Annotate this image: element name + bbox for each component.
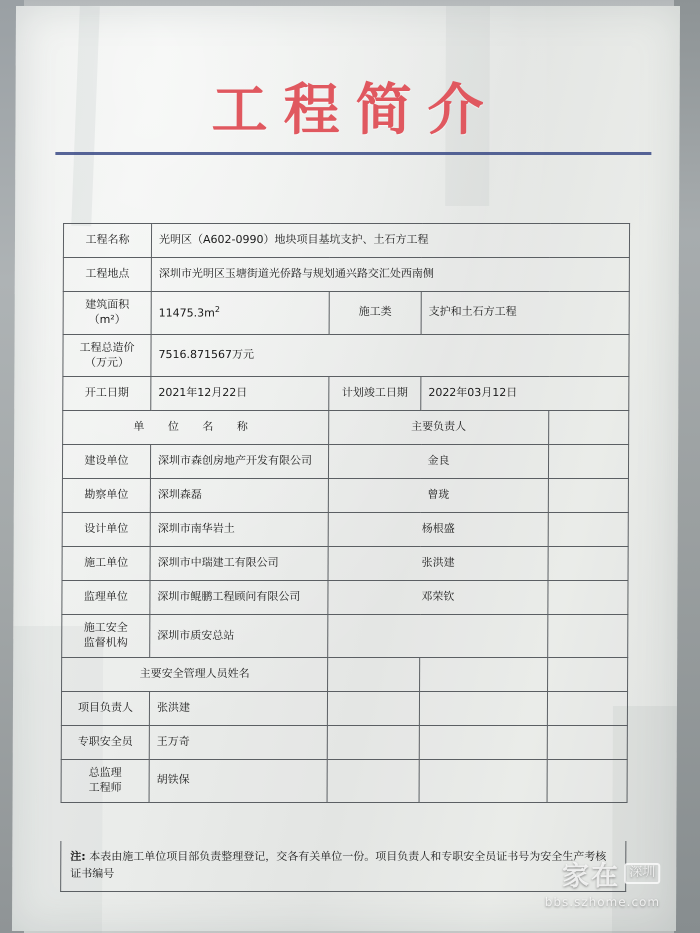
- footnote-text: 本表由施工单位项目部负责整理登记，交各有关单位一份。项目负责人和专职安全员证书号为安全生产考核证书编号: [70, 850, 607, 881]
- building-area-value: $11475.3m^2$: [151, 292, 329, 335]
- row-spacer-cell: [548, 615, 628, 658]
- table-row: [62, 479, 628, 513]
- contractor-unit-name: 深圳市中瑞建工有限公司: [150, 547, 328, 581]
- planned-end-date-label: 计划竣工日期: [329, 377, 421, 411]
- row-spacer-cell: [548, 581, 628, 615]
- row-spacer-cell: [547, 726, 627, 760]
- safety-supervision-org-principal: [328, 615, 548, 658]
- row-spacer-cell: [419, 726, 547, 760]
- project-location-value: 深圳市光明区玉塘街道光侨路与规划通兴路交汇处西南侧: [151, 258, 629, 292]
- supervision-unit-name: 深圳市鲲鹏工程顾问有限公司: [150, 581, 328, 615]
- survey-unit-label: 勘察单位: [62, 479, 150, 513]
- footnote-prefix: 注:: [70, 850, 86, 863]
- safety-personnel-header: 主要安全管理人员姓名: [62, 658, 328, 692]
- watermark-url: bbs.szhome.com: [544, 895, 661, 909]
- row-spacer-cell: [547, 760, 627, 803]
- project-manager-label: 项目负责人: [61, 692, 149, 726]
- supervision-unit-label: 监理单位: [62, 581, 150, 615]
- building-area-label: 建筑面积 （m²）: [63, 292, 151, 335]
- start-date-value: 2021年12月22日: [151, 377, 329, 411]
- design-unit-name: 深圳市南华岩土: [150, 513, 328, 547]
- total-cost-label: 工程总造价 （万元）: [63, 334, 151, 377]
- header-spacer-cell: [549, 411, 629, 445]
- start-date-label: 开工日期: [63, 377, 151, 411]
- table-row: [61, 726, 627, 760]
- row-spacer-cell: [327, 726, 419, 760]
- project-manager-name: 张洪建: [149, 692, 327, 726]
- project-location-label: 工程地点: [63, 258, 151, 292]
- safety-officer-name: 王万奇: [149, 726, 327, 760]
- table-row: [62, 445, 628, 479]
- contractor-unit-principal: 张洪建: [328, 547, 548, 581]
- table-row: [63, 292, 629, 335]
- project-name-value: 光明区（A602-0990）地块项目基坑支护、土石方工程: [151, 224, 629, 258]
- row-spacer-cell: [548, 658, 628, 692]
- table-row: [62, 615, 628, 658]
- safety-officer-label: 专职安全员: [61, 726, 149, 760]
- chief-supervisor-name: 胡铁保: [149, 760, 327, 803]
- row-spacer-cell: [548, 479, 628, 513]
- table-row: [63, 224, 629, 258]
- information-board: [12, 6, 680, 931]
- project-info-table: [61, 223, 631, 803]
- table-row: [61, 760, 627, 803]
- planned-end-date-value: 2022年03月12日: [421, 377, 629, 411]
- principal-header: 主要负责人: [329, 411, 549, 445]
- row-spacer-cell: [548, 547, 628, 581]
- watermark-badge: 深圳: [624, 863, 660, 883]
- chief-supervisor-label: 总监理 工程师: [61, 760, 149, 803]
- row-spacer-cell: [327, 692, 419, 726]
- row-spacer-cell: [548, 445, 628, 479]
- construction-type-label: 施工类: [329, 292, 421, 335]
- title-divider: [55, 152, 651, 155]
- page-title: 工程简介: [211, 78, 500, 143]
- row-spacer-cell: [547, 692, 627, 726]
- supervision-unit-principal: 邓荣钦: [328, 581, 548, 615]
- row-spacer-cell: [327, 760, 419, 803]
- safety-supervision-org-label: 施工安全 监督机构: [62, 615, 150, 658]
- row-spacer-cell: [328, 658, 420, 692]
- survey-unit-name: 深圳森磊: [150, 479, 328, 513]
- unit-name-header: 单 位 名 称: [63, 411, 329, 445]
- survey-unit-principal: 曾珑: [328, 479, 548, 513]
- table-row: [61, 692, 627, 726]
- row-spacer-cell: [419, 760, 547, 803]
- table-row: [63, 377, 629, 411]
- design-unit-label: 设计单位: [62, 513, 150, 547]
- row-spacer-cell: [548, 513, 628, 547]
- construction-unit-principal: 金良: [328, 445, 548, 479]
- table-row: [63, 258, 629, 292]
- construction-unit-label: 建设单位: [62, 445, 150, 479]
- watermark-title: 家在: [562, 861, 621, 892]
- design-unit-principal: 杨根盛: [328, 513, 548, 547]
- table-row: [63, 334, 629, 377]
- table-row: [62, 658, 628, 692]
- watermark: [545, 854, 661, 909]
- total-cost-value: 7516.871567万元: [151, 334, 629, 377]
- watermark-main: [545, 854, 660, 893]
- row-spacer-cell: [420, 658, 548, 692]
- construction-unit-name: 深圳市森创房地产开发有限公司: [150, 445, 328, 479]
- construction-type-value: 支护和土石方工程: [421, 292, 629, 335]
- table-row: [62, 513, 628, 547]
- table-footnote: [60, 841, 626, 892]
- table-row: [62, 547, 628, 581]
- table-row: [62, 581, 628, 615]
- table-row: [63, 411, 629, 445]
- row-spacer-cell: [419, 692, 547, 726]
- project-name-label: 工程名称: [63, 224, 151, 258]
- contractor-unit-label: 施工单位: [62, 547, 150, 581]
- safety-supervision-org-name: 深圳市质安总站: [150, 615, 328, 658]
